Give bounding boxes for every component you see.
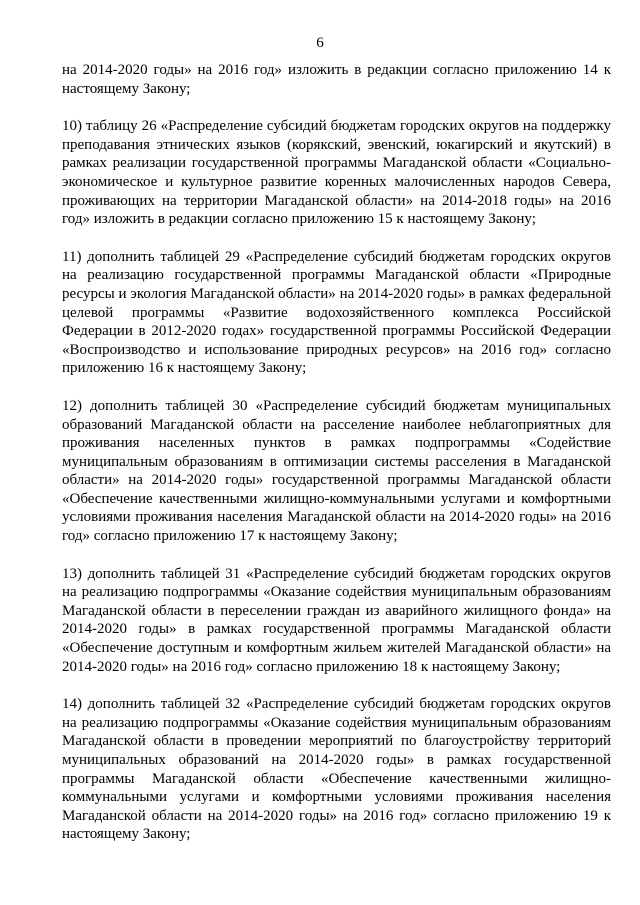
document-body bbox=[62, 61, 611, 844]
paragraph-item-10: 10) таблицу 26 «Распределение субсидий бюджетам городских округов на поддержку преподавания этнических языков (корякский, эвенский, юкагирский и якутский) в рамках реализации государственной программы Магаданской области «Социально-экономическое и культурное развитие коренных малочисленных народов Севера, проживающих на территории Магаданской области» на 2014-2018 годы» на 2016 год» изложить в редакции согласно приложению 15 к настоящему Закону; bbox=[62, 118, 611, 228]
page-number: 6 bbox=[316, 35, 324, 51]
paragraph-item-11: 11) дополнить таблицей 29 «Распределение субсидий бюджетам городских округов на реализацию государственной программы Магаданской области «Природные ресурсы и экология Магаданской области» на 2014-2020 годы» в рамках федеральной целевой программы «Развитие водохозяйственного комплекса Российской Федерации в 2012-2020 годах» государственной программы Российской Федерации «Воспроизводство и использование природных ресурсов» на 2016 год» согласно приложению 16 к настоящему Закону; bbox=[62, 248, 611, 377]
paragraph-item-13: 13) дополнить таблицей 31 «Распределение субсидий бюджетам городских округов на реализацию подпрограммы «Оказание содействия муниципальным образованиям Магаданской области в переселении граждан из аварийного жилищного фонда» на 2014-2020 годы» в рамках государственной программы Магаданской области «Обеспечение доступным и комфортным жильем жителей Магаданской области» на 2014-2020 годы» на 2016 год» согласно приложению 18 к настоящему Закону; bbox=[62, 565, 611, 675]
paragraph-item-12: 12) дополнить таблицей 30 «Распределение субсидий бюджетам муниципальных образований Магаданской области на расселение наиболее неблагоприятных для проживания населенных пунктов в рамках подпрограммы «Содействие муниципальным образованиям в оптимизации системы расселения в Магаданской области» на 2014-2020 годы» государственной программы Магаданской области «Обеспечение качественными жилищно-коммунальными услугами и комфортными условиями проживания населения Магаданской области на 2014-2020 годы» на 2016 год» согласно приложению 17 к настоящему Закону; bbox=[62, 397, 611, 545]
paragraph-item-14: 14) дополнить таблицей 32 «Распределение субсидий бюджетам городских округов на реализацию подпрограммы «Оказание содействия муниципальным образованиям Магаданской области в проведении мероприятий по благоустройству территорий муниципальных образований на 2014-2020 годы» в рамках государственной программы Магаданской области «Обеспечение качественными жилищно-коммунальными услугами и комфортными условиями проживания населения Магаданской области на 2014-2020 годы» на 2016 год» согласно приложению 19 к настоящему Закону; bbox=[62, 696, 611, 843]
paragraph-continuation: на 2014-2020 годы» на 2016 год» изложить в редакции согласно приложению 14 к настоящему Закону; bbox=[62, 62, 611, 97]
